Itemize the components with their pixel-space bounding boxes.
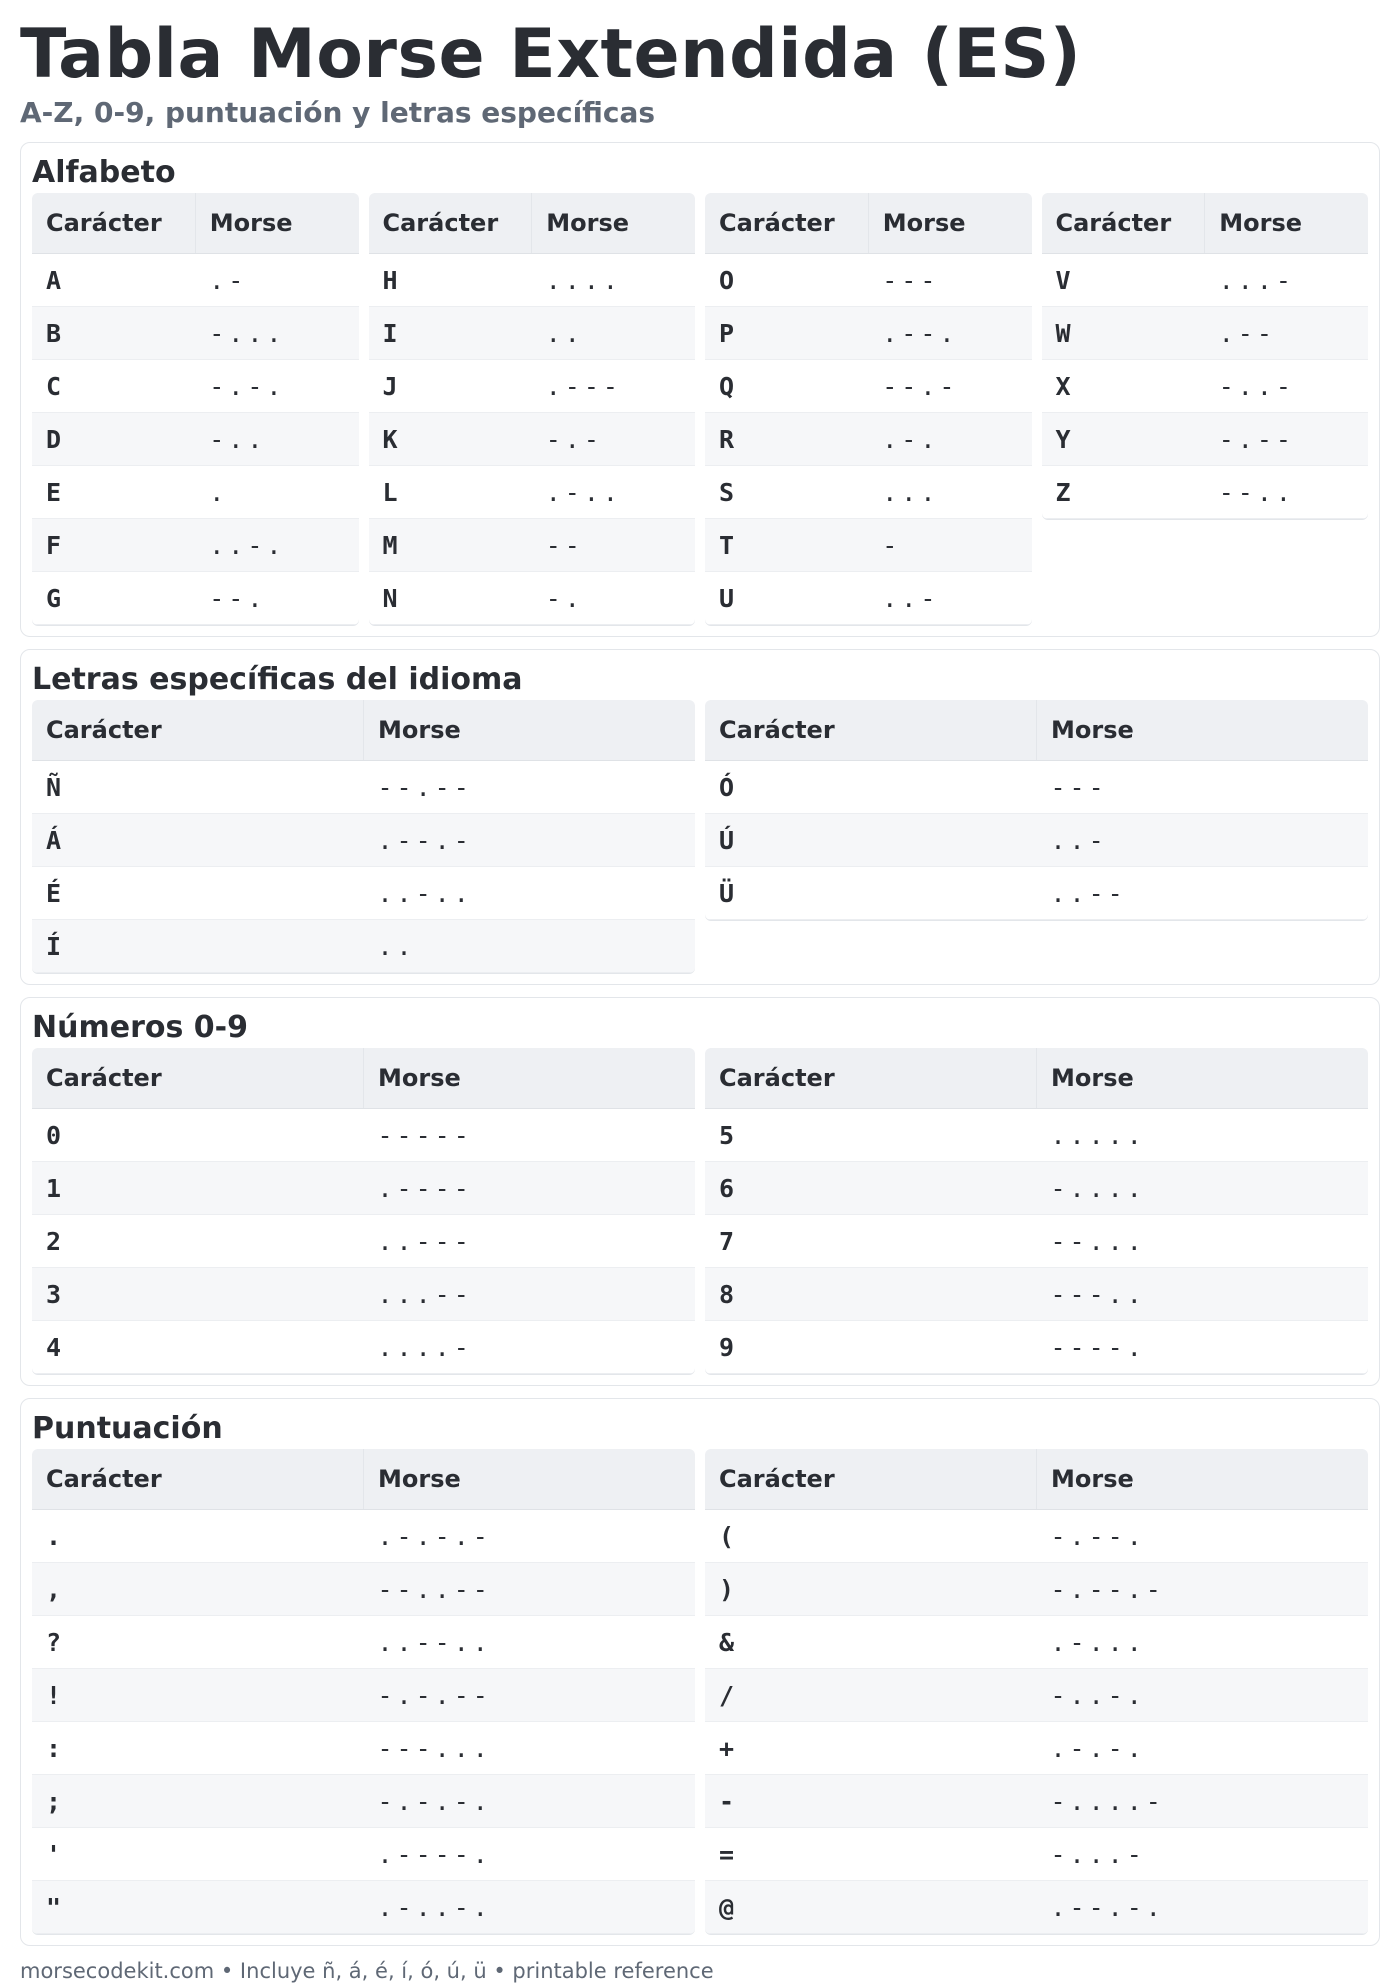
sections-container (20, 142, 1380, 1946)
character-cell: A (32, 254, 195, 307)
table-row (32, 1109, 695, 1162)
section-title: Letras específicas del idioma (32, 662, 523, 697)
table-header-row (705, 1449, 1368, 1510)
character-cell: B (32, 307, 195, 360)
character-cell: O (705, 254, 868, 307)
character-cell: & (705, 1616, 1037, 1669)
morse-cell: ..-.. (364, 867, 696, 920)
section-title: Alfabeto (32, 155, 176, 190)
table-row (32, 413, 359, 466)
morse-cell: -....- (1037, 1775, 1369, 1828)
table-header-row (32, 700, 695, 761)
morse-cell: .--. (868, 307, 1031, 360)
table-row (1042, 360, 1369, 413)
character-cell: N (369, 572, 532, 625)
table-row (705, 1616, 1368, 1669)
morse-cell: -..- (1205, 360, 1368, 413)
table-row (705, 1881, 1368, 1934)
character-cell: R (705, 413, 868, 466)
table-row (1042, 466, 1369, 519)
table-row (32, 254, 359, 307)
character-cell: = (705, 1828, 1037, 1881)
table-row (32, 466, 359, 519)
morse-cell: --. (195, 572, 358, 625)
table-row (1042, 413, 1369, 466)
morse-cell: ..- (1037, 814, 1369, 867)
morse-cell: -.--.- (1037, 1563, 1369, 1616)
character-cell: Ñ (32, 761, 364, 814)
column-header-morse: Morse (364, 700, 696, 761)
morse-table (705, 1449, 1368, 1934)
table-row (369, 572, 696, 625)
table-header-row (369, 193, 696, 254)
column-header-char: Carácter (705, 1048, 1037, 1109)
morse-cell: .----. (364, 1828, 696, 1881)
morse-cell: .--- (532, 360, 695, 413)
morse-cell: --.-- (364, 761, 696, 814)
morse-cell: .-.. (532, 466, 695, 519)
morse-table (32, 700, 695, 973)
table-header-row (32, 193, 359, 254)
morse-cell: ..-- (1037, 867, 1369, 920)
morse-cell: -.-.-. (364, 1775, 696, 1828)
character-cell: Ú (705, 814, 1037, 867)
footer: morsecodekit.com • Incluye ñ, á, é, í, ó, ú, ü • printable reference (20, 1959, 714, 1983)
table-header-row (32, 1048, 695, 1109)
morse-cell: .... (532, 254, 695, 307)
table-row (705, 1162, 1368, 1215)
character-cell: P (705, 307, 868, 360)
table-row (369, 413, 696, 466)
morse-cell: ---.. (1037, 1268, 1369, 1321)
table-row (32, 1616, 695, 1669)
column-header-morse: Morse (364, 1048, 696, 1109)
table-row (369, 466, 696, 519)
character-cell: E (32, 466, 195, 519)
column-header-char: Carácter (32, 1048, 364, 1109)
morse-cell: .-..-. (364, 1881, 696, 1934)
character-cell: 3 (32, 1268, 364, 1321)
section-letras-especificas (20, 649, 1380, 985)
column-header-morse: Morse (1205, 193, 1368, 254)
tables-grid (32, 1449, 1368, 1934)
morse-cell: .-.-.- (364, 1510, 696, 1563)
column-header-morse: Morse (1037, 1048, 1369, 1109)
section-numeros (20, 997, 1380, 1386)
table-row (705, 1268, 1368, 1321)
morse-cell: --.- (868, 360, 1031, 413)
morse-cell: --.. (1205, 466, 1368, 519)
character-cell: Í (32, 920, 364, 973)
morse-table (32, 193, 359, 625)
character-cell: : (32, 1722, 364, 1775)
character-cell: Ó (705, 761, 1037, 814)
morse-cell: .-... (1037, 1616, 1369, 1669)
morse-cell: ..... (1037, 1109, 1369, 1162)
character-cell: Q (705, 360, 868, 413)
character-cell: ; (32, 1775, 364, 1828)
table-row (705, 1828, 1368, 1881)
table-row (705, 1109, 1368, 1162)
character-cell: 6 (705, 1162, 1037, 1215)
table-row (32, 572, 359, 625)
morse-table (705, 193, 1032, 625)
morse-table (705, 700, 1368, 920)
character-cell: + (705, 1722, 1037, 1775)
table-row (32, 1828, 695, 1881)
column-header-char: Carácter (32, 1449, 364, 1510)
character-cell: K (369, 413, 532, 466)
morse-cell: .- (195, 254, 358, 307)
table-row (32, 519, 359, 572)
morse-cell: --- (868, 254, 1031, 307)
table-header-row (32, 1449, 695, 1510)
morse-cell: .---- (364, 1162, 696, 1215)
table-row (32, 761, 695, 814)
table-header-row (705, 1048, 1368, 1109)
character-cell: U (705, 572, 868, 625)
character-cell: 2 (32, 1215, 364, 1268)
table-row (369, 254, 696, 307)
morse-cell: ..- (868, 572, 1031, 625)
table-row (32, 360, 359, 413)
table-header-row (1042, 193, 1369, 254)
morse-cell: ....- (364, 1321, 696, 1374)
morse-table (32, 1048, 695, 1374)
morse-cell: -.-- (1205, 413, 1368, 466)
character-cell: M (369, 519, 532, 572)
section-title: Números 0-9 (32, 1010, 248, 1045)
morse-cell: ..-. (195, 519, 358, 572)
table-row (369, 519, 696, 572)
morse-cell: -.-. (195, 360, 358, 413)
character-cell: 7 (705, 1215, 1037, 1268)
character-cell: I (369, 307, 532, 360)
morse-cell: --..-- (364, 1563, 696, 1616)
table-header-row (705, 700, 1368, 761)
column-header-morse: Morse (868, 193, 1031, 254)
morse-cell: -.- (532, 413, 695, 466)
table-row (705, 519, 1032, 572)
character-cell: 4 (32, 1321, 364, 1374)
table-header-row (705, 193, 1032, 254)
page-subtitle: A-Z, 0-9, puntuación y letras específicas (20, 96, 656, 129)
character-cell: 9 (705, 1321, 1037, 1374)
character-cell: - (705, 1775, 1037, 1828)
morse-cell: .--.- (364, 814, 696, 867)
column-header-char: Carácter (369, 193, 532, 254)
table-row (369, 307, 696, 360)
character-cell: D (32, 413, 195, 466)
table-row (705, 1722, 1368, 1775)
character-cell: , (32, 1563, 364, 1616)
table-row (1042, 307, 1369, 360)
character-cell: T (705, 519, 868, 572)
morse-cell: ..--.. (364, 1616, 696, 1669)
morse-cell: ...-- (364, 1268, 696, 1321)
morse-cell: -.-.-- (364, 1669, 696, 1722)
section-title: Puntuación (32, 1411, 223, 1446)
table-row (32, 1563, 695, 1616)
character-cell: V (1042, 254, 1205, 307)
character-cell: " (32, 1881, 364, 1934)
morse-cell: -. (532, 572, 695, 625)
column-header-morse: Morse (195, 193, 358, 254)
character-cell: C (32, 360, 195, 413)
character-cell: ' (32, 1828, 364, 1881)
character-cell: 8 (705, 1268, 1037, 1321)
table-row (705, 413, 1032, 466)
table-row (705, 1775, 1368, 1828)
table-row (32, 307, 359, 360)
morse-cell: . (195, 466, 358, 519)
column-header-char: Carácter (705, 193, 868, 254)
morse-cell: -..-. (1037, 1669, 1369, 1722)
table-row (705, 466, 1032, 519)
morse-cell: ----. (1037, 1321, 1369, 1374)
morse-table (705, 1048, 1368, 1374)
morse-cell: .. (364, 920, 696, 973)
character-cell: 1 (32, 1162, 364, 1215)
table-row (32, 1775, 695, 1828)
table-row (32, 1722, 695, 1775)
character-cell: G (32, 572, 195, 625)
column-header-morse: Morse (1037, 1449, 1369, 1510)
character-cell: Y (1042, 413, 1205, 466)
morse-cell: -...- (1037, 1828, 1369, 1881)
table-row (32, 1162, 695, 1215)
character-cell: X (1042, 360, 1205, 413)
morse-cell: --... (1037, 1215, 1369, 1268)
table-row (1042, 254, 1369, 307)
morse-cell: -- (532, 519, 695, 572)
character-cell: J (369, 360, 532, 413)
table-row (705, 1563, 1368, 1616)
table-row (32, 1215, 695, 1268)
morse-table (32, 1449, 695, 1934)
character-cell: Ü (705, 867, 1037, 920)
table-row (32, 1881, 695, 1934)
table-row (705, 1215, 1368, 1268)
table-row (32, 1669, 695, 1722)
table-row (32, 920, 695, 973)
morse-cell: -.... (1037, 1162, 1369, 1215)
character-cell: W (1042, 307, 1205, 360)
table-row (32, 1510, 695, 1563)
table-row (705, 1669, 1368, 1722)
morse-cell: .-.-. (1037, 1722, 1369, 1775)
table-row (705, 867, 1368, 920)
table-row (32, 814, 695, 867)
column-header-morse: Morse (364, 1449, 696, 1510)
character-cell: . (32, 1510, 364, 1563)
column-header-morse: Morse (532, 193, 695, 254)
morse-cell: -.. (195, 413, 358, 466)
tables-grid (32, 193, 1368, 625)
table-row (705, 761, 1368, 814)
morse-cell: -... (195, 307, 358, 360)
table-row (32, 1268, 695, 1321)
morse-cell: ...- (1205, 254, 1368, 307)
table-row (705, 1510, 1368, 1563)
morse-cell: ..--- (364, 1215, 696, 1268)
character-cell: 0 (32, 1109, 364, 1162)
table-row (705, 360, 1032, 413)
character-cell: Á (32, 814, 364, 867)
character-cell: ( (705, 1510, 1037, 1563)
morse-cell: ----- (364, 1109, 696, 1162)
morse-cell: .. (532, 307, 695, 360)
morse-cell: ---... (364, 1722, 696, 1775)
character-cell: ) (705, 1563, 1037, 1616)
character-cell: É (32, 867, 364, 920)
morse-table (369, 193, 696, 625)
morse-table (1042, 193, 1369, 519)
morse-cell: -.--. (1037, 1510, 1369, 1563)
character-cell: 5 (705, 1109, 1037, 1162)
morse-cell: .-. (868, 413, 1031, 466)
page-title: Tabla Morse Extendida (ES) (20, 15, 1082, 94)
table-row (32, 867, 695, 920)
morse-cell: ... (868, 466, 1031, 519)
table-row (705, 1321, 1368, 1374)
character-cell: F (32, 519, 195, 572)
character-cell: Z (1042, 466, 1205, 519)
column-header-char: Carácter (1042, 193, 1205, 254)
column-header-char: Carácter (705, 1449, 1037, 1510)
column-header-char: Carácter (32, 193, 195, 254)
table-row (705, 572, 1032, 625)
table-row (32, 1321, 695, 1374)
character-cell: @ (705, 1881, 1037, 1934)
column-header-morse: Morse (1037, 700, 1369, 761)
character-cell: S (705, 466, 868, 519)
morse-cell: --- (1037, 761, 1369, 814)
morse-cell: - (868, 519, 1031, 572)
table-row (705, 814, 1368, 867)
character-cell: H (369, 254, 532, 307)
morse-cell: .-- (1205, 307, 1368, 360)
tables-grid (32, 1048, 1368, 1374)
character-cell: / (705, 1669, 1037, 1722)
section-puntuacion (20, 1398, 1380, 1946)
character-cell: ! (32, 1669, 364, 1722)
character-cell: ? (32, 1616, 364, 1669)
character-cell: L (369, 466, 532, 519)
tables-grid (32, 700, 1368, 973)
table-row (705, 254, 1032, 307)
table-row (369, 360, 696, 413)
column-header-char: Carácter (705, 700, 1037, 761)
table-row (705, 307, 1032, 360)
column-header-char: Carácter (32, 700, 364, 761)
section-alfabeto (20, 142, 1380, 637)
morse-cell: .--.-. (1037, 1881, 1369, 1934)
